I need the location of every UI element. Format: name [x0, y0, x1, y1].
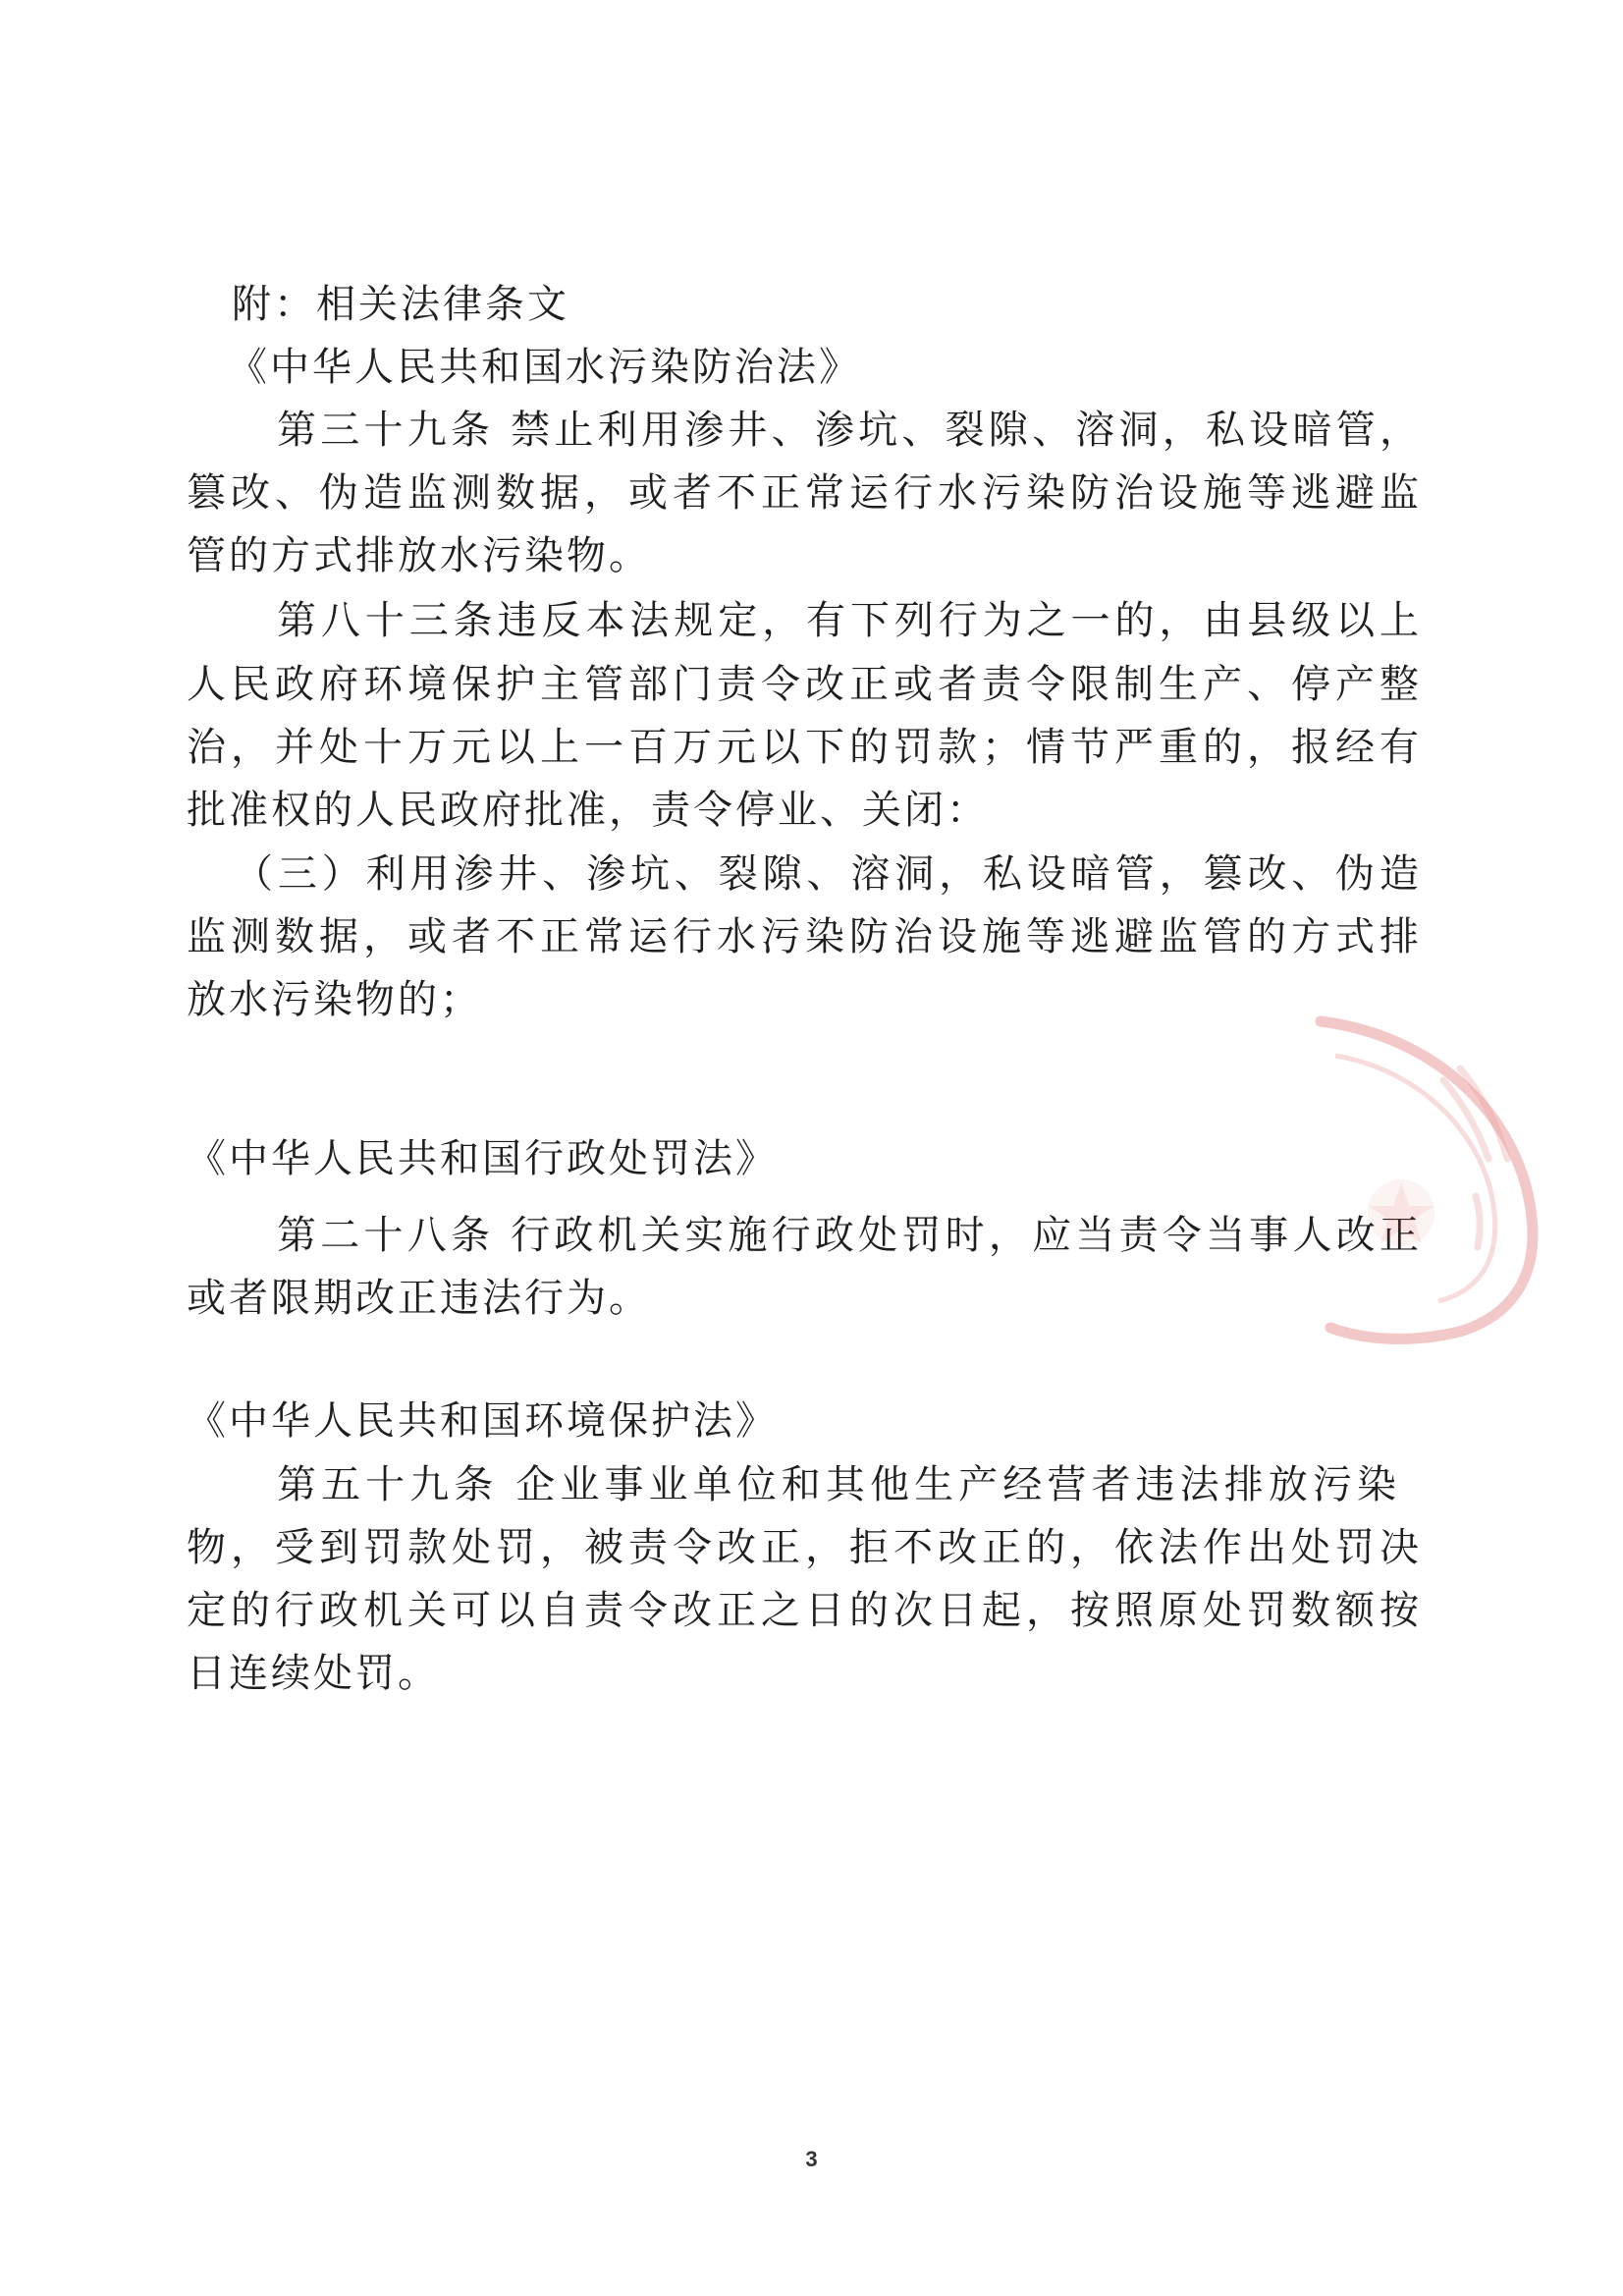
paragraph-line: 人民政府环境保护主管部门责令改正或者责令限制生产、停产整 — [187, 662, 1419, 707]
section-title-water-pollution-law: 《中华人民共和国水污染防治法》 — [228, 345, 861, 390]
official-seal-stamp — [1291, 1011, 1556, 1355]
section-title-administrative-penalty-law: 《中华人民共和国行政处罚法》 — [187, 1136, 778, 1181]
seal-outer-arc — [1321, 1021, 1533, 1339]
paragraph-line: 物，受到罚款处罚，被责令改正，拒不改正的，依法作出处罚决 — [187, 1525, 1419, 1570]
paragraph-line: 篡改、伪造监测数据，或者不正常运行水污染防治设施等逃避监 — [187, 470, 1419, 516]
page-number: 3 — [805, 2147, 818, 2171]
paragraph-line: 日连续处罚。 — [187, 1651, 440, 1696]
section-title-environmental-protection-law: 《中华人民共和国环境保护法》 — [187, 1398, 778, 1444]
paragraph-line: 管的方式排放水污染物。 — [187, 533, 651, 578]
paragraph-line: 定的行政机关可以自责令改正之日的次日起，按照原处罚数额按 — [187, 1588, 1419, 1633]
appendix-heading: 附：相关法律条文 — [232, 282, 569, 327]
paragraph-line: 治，并处十万元以上一百万元以下的罚款；情节严重的，报经有 — [187, 725, 1419, 770]
paragraph-line: 第三十九条 禁止利用渗井、渗坑、裂隙、溶洞，私设暗管， — [277, 408, 1419, 453]
paragraph-line: 批准权的人民政府批准，责令停业、关闭： — [187, 788, 989, 833]
paragraph-line: 第五十九条 企业事业单位和其他生产经营者违法排放污染 — [277, 1462, 1396, 1507]
paragraph-line: 放水污染物的； — [187, 977, 482, 1022]
paragraph-line: 第二十八条 行政机关实施行政处罚时，应当责令当事人改正 — [277, 1213, 1419, 1258]
paragraph-line: （三）利用渗井、渗坑、裂隙、溶洞，私设暗管，篡改、伪造 — [234, 851, 1419, 897]
paragraph-line: 或者限期改正违法行为。 — [187, 1276, 651, 1321]
paragraph-line: 监测数据，或者不正常运行水污染防治设施等逃避监管的方式排 — [187, 914, 1419, 959]
paragraph-line: 第八十三条违反本法规定，有下列行为之一的，由县级以上 — [277, 598, 1419, 643]
